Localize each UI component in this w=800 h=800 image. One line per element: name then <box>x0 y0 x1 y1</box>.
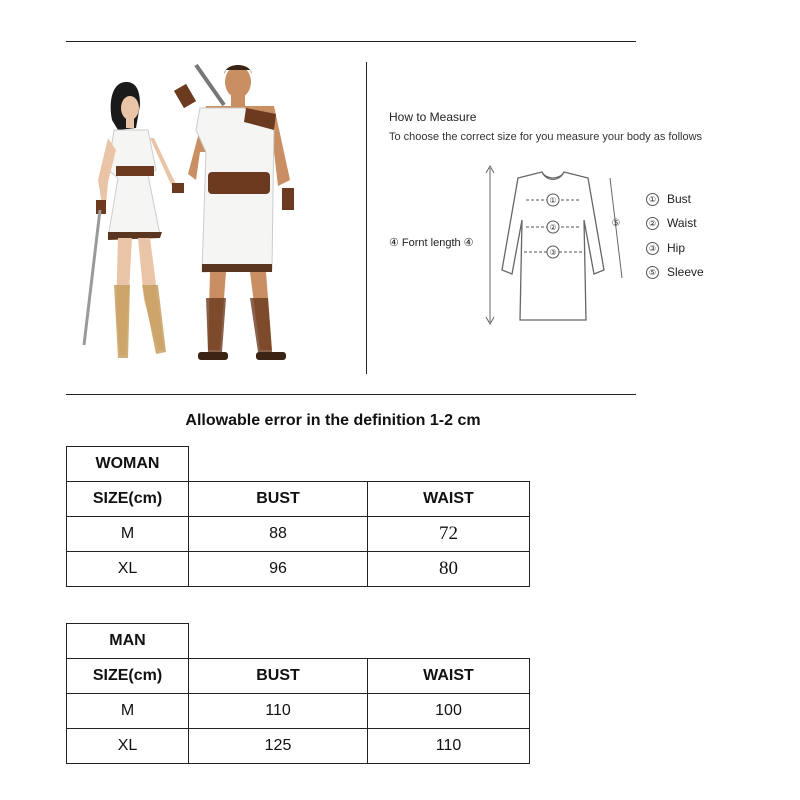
woman-table-label: WOMAN <box>66 446 189 482</box>
top-divider <box>66 41 636 42</box>
legend-sleeve <box>646 265 704 279</box>
table-row <box>67 694 530 729</box>
legend-number: ⑤ <box>646 266 659 279</box>
hip-mark: ③ <box>549 248 557 257</box>
bust-cell: 96 <box>189 552 368 587</box>
table-row <box>67 517 530 552</box>
waist-header: WAIST <box>368 659 530 694</box>
waist-mark: ② <box>549 223 557 232</box>
legend-bust <box>646 192 691 206</box>
middle-divider <box>66 394 636 395</box>
legend-waist <box>646 216 697 230</box>
legend-number: ① <box>646 193 659 206</box>
woman-size-table <box>66 481 530 587</box>
bust-cell: 110 <box>189 694 368 729</box>
waist-cell: 100 <box>368 694 530 729</box>
bust-cell: 88 <box>189 517 368 552</box>
table-row <box>67 729 530 764</box>
waist-cell: 80 <box>368 552 530 587</box>
legend-number: ② <box>646 217 659 230</box>
bust-mark: ① <box>549 196 557 205</box>
measure-title: How to Measure <box>389 110 477 124</box>
allowable-error-heading: Allowable error in the definition 1-2 cm <box>185 412 481 429</box>
size-header: SIZE(cm) <box>67 659 189 694</box>
waist-cell: 110 <box>368 729 530 764</box>
legend-label: Sleeve <box>667 265 704 279</box>
legend-label: Hip <box>667 241 686 255</box>
size-cell: M <box>67 694 189 729</box>
size-header: SIZE(cm) <box>67 482 189 517</box>
waist-header: WAIST <box>368 482 530 517</box>
size-cell: XL <box>67 552 189 587</box>
table-header-row <box>67 482 530 517</box>
table-header-row <box>67 659 530 694</box>
vertical-divider <box>366 62 367 374</box>
legend-label: Bust <box>667 192 692 206</box>
bust-cell: 125 <box>189 729 368 764</box>
table-row <box>67 552 530 587</box>
legend-label: Waist <box>667 216 697 230</box>
sleeve-mark: ⑤ <box>611 218 621 229</box>
measure-subtitle: To choose the correct size for you measure your body as follows <box>389 131 703 143</box>
legend-hip <box>646 241 685 255</box>
waist-cell: 72 <box>368 517 530 552</box>
front-length-label: ④ Fornt length ④ <box>389 237 474 249</box>
man-size-table <box>66 658 530 764</box>
man-figure <box>174 65 294 360</box>
dress-measure-diagram <box>480 160 630 330</box>
costume-photo <box>78 60 308 375</box>
woman-figure <box>84 82 184 358</box>
bust-header: BUST <box>189 659 368 694</box>
man-table-label: MAN <box>66 623 189 659</box>
size-cell: XL <box>67 729 189 764</box>
legend-number: ③ <box>646 242 659 255</box>
size-cell: M <box>67 517 189 552</box>
bust-header: BUST <box>189 482 368 517</box>
